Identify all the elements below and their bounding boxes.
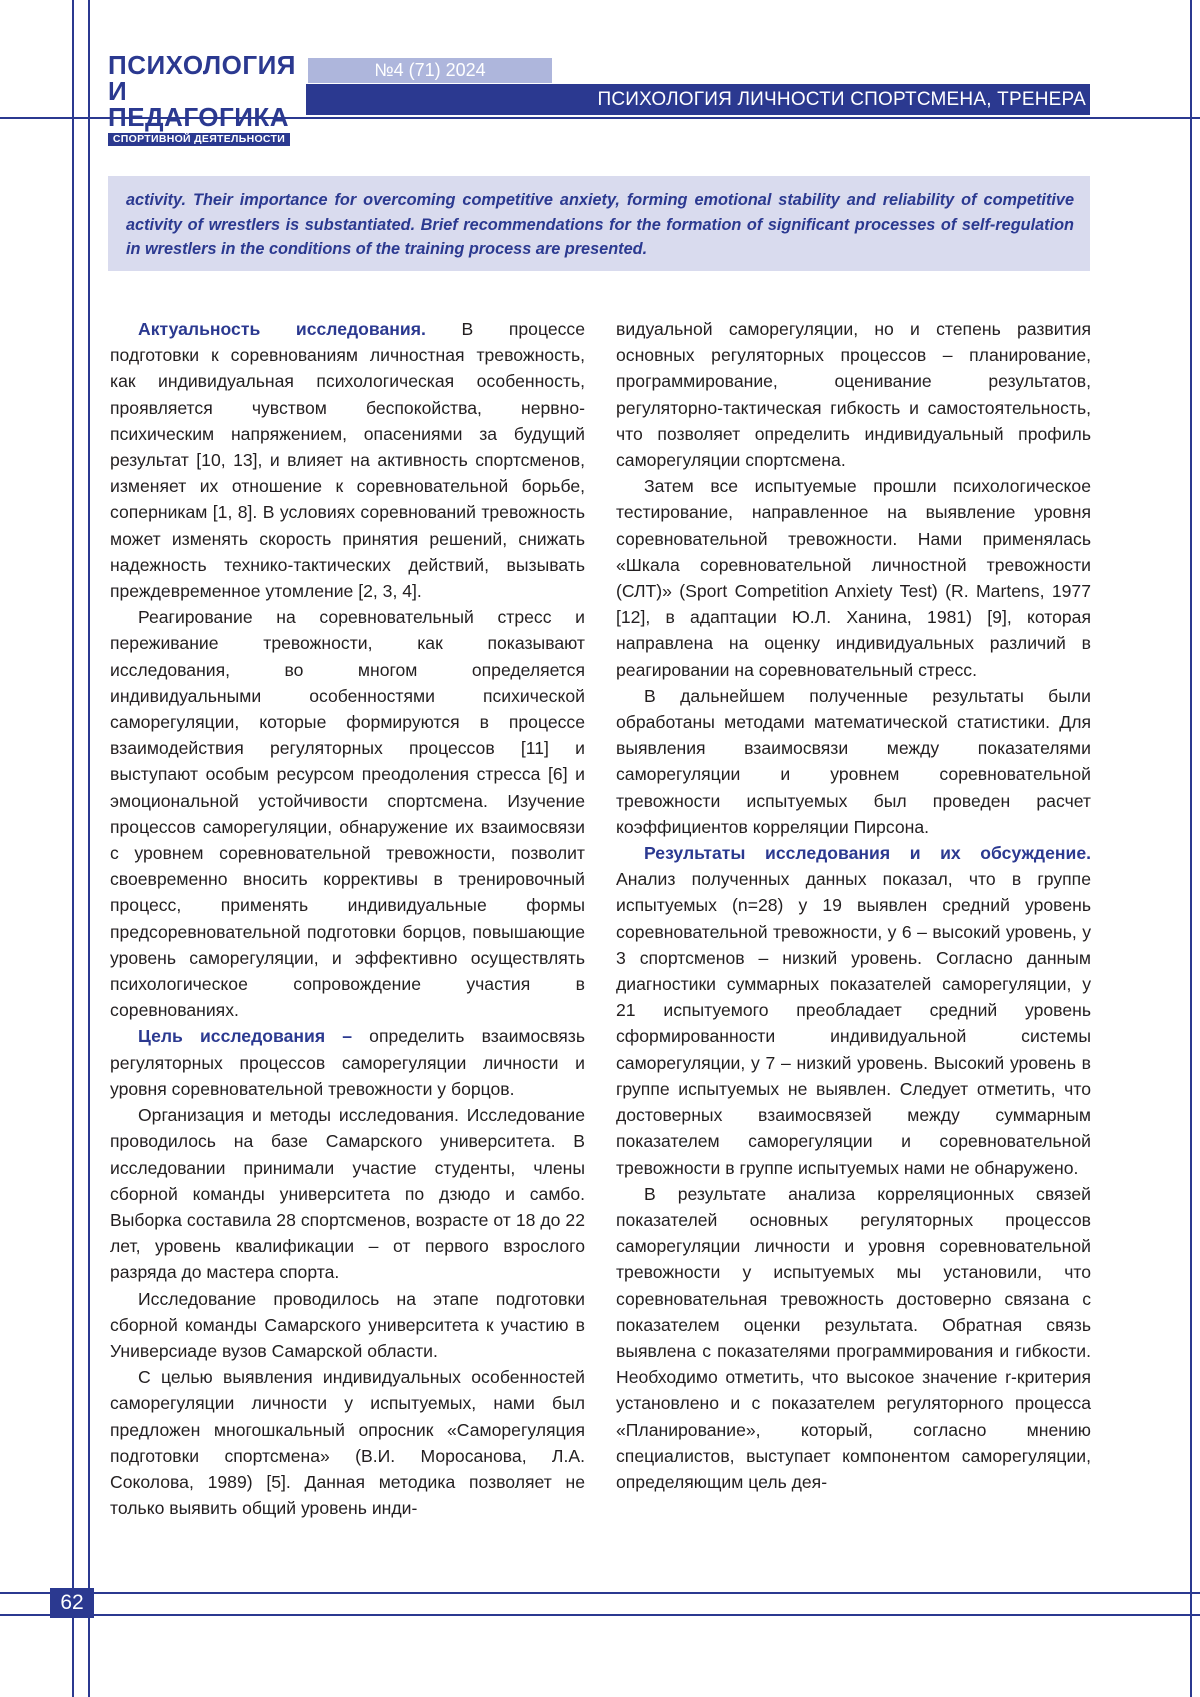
heading-results: Результаты исследования и их обсуждение. xyxy=(644,843,1091,864)
paragraph-questionnaire: С целью выявления индивидуальных особенностей саморегуляции личности у испытуемых, нами был предложен многошкальный опросник «Саморегуляция подготовки спортсмена» (В.И. Моросанова, Л.А. Соколова, 1989) [5]. Данная методика позволяет не только выявить общий уровень инди- xyxy=(110,1367,585,1519)
paragraph-statistics: В дальнейшем полученные результаты были обработаны методами математической статистики. Для выявления взаимосвязи между показателями саморегуляции и уровнем соревновательной тревожности испытуемых был проведен расчет коэффициентов корреляции Пирсона. xyxy=(616,685,1091,837)
relevance-text: В процессе подготовки к соревнованиям личностная тревожность, как индивидуальная психологическая особенность, проявляется чувством беспокойства, нервно-психическим напряжением, опасениями за будущий результат [10, 13], и влияет на активность спортсменов, изменяет их отношение к соревновательной борьбе, соперникам [1, 8]. В условиях соревнований тревожность может изменять скорость принятия решений, снижать надежность технико-тактических действий, вызывать преждевременное утомление [2, 3, 4]. xyxy=(110,319,585,602)
journal-title-line1: ПСИХОЛОГИЯ xyxy=(108,50,296,80)
journal-logo xyxy=(108,50,296,146)
paragraph-testing: Затем все испытуемые прошли психологическое тестирование, направленное на выявление уровня соревновательной тревожности. Нами применялась «Шкала соревновательной личностной тревожности (СЛТ)» (Sport Competition Anxiety Test) (R. Martens, 1977 [12], в адаптации Ю.Л. Ханина, 1981) [9], которая направлена на оценку индивидуальных различий в реагировании на соревновательный стресс. xyxy=(616,476,1091,680)
paragraph-correlation: В результате анализа корреляционных связей показателей основных регуляторных процессов саморегуляции личности и уровня соревновательной тревожности у испытуемых мы установили, что соревновательная тревожность достоверно связана с показателем оценки результата. Обратная связь выявлена с показателями программирования и гибкости. Необходимо отметить, что высокое значение r-критерия установлено и с показателем регуляторного процесса «Планирование», который, согласно мнению специалистов, выступает компонентом саморегуляции, определяющим цель дея- xyxy=(616,1183,1091,1492)
right-column xyxy=(616,316,1091,1495)
results-text: Анализ полученных данных показал, что в группе испытуемых (n=28) у 19 выявлен средний уровень соревновательной тревожности, у 6 – высокий уровень, у 3 спортсменов – низкий уровень. Согласно данным диагностики суммарных показателей саморегуляции, у 21 испытуемого преобладает средний уровень сформированности индивидуальной системы саморегуляции, у 7 – низкий уровень. Высокий уровень в группе испытуемых не выявлен. Следует отметить, что достоверных взаимосвязей между суммарным показателем саморегуляции и соревновательной тревожности в группе испытуемых нами не обнаружено. xyxy=(616,869,1091,1178)
issue-number: №4 (71) 2024 xyxy=(308,58,552,83)
paragraph-continuation: видуальной саморегуляции, но и степень развития основных регуляторных процессов – планирование, программирование, оценивание результатов, регуляторно-тактическая гибкость и самостоятельность, что позволяет определить индивидуальный профиль саморегуляции спортсмена. xyxy=(616,319,1091,471)
page-number: 62 xyxy=(50,1588,94,1618)
heading-relevance: Актуальность исследования. xyxy=(138,319,426,339)
journal-title-line2: И ПЕДАГОГИКА xyxy=(108,76,290,132)
goal-text: определить взаимосвязь регуляторных процессов саморегуляции личности и уровня соревновательной тревожности у борцов. xyxy=(110,1026,585,1099)
footer-rule-bottom xyxy=(0,1614,1200,1616)
frame-line-left-inner xyxy=(88,0,90,1697)
abstract-text: activity. Their importance for overcoming competitive anxiety, forming emotional stability and reliability of competitive activity of wrestlers is substantiated. Brief recommendations for the formation of significant processes of self-regulation in wrestlers in the conditions of the training process are presented. xyxy=(126,191,1074,258)
paragraph-goal xyxy=(110,1023,585,1102)
paragraph-stage: Исследование проводилось на этапе подготовки сборной команды Самарского университета к участию в Универсиаде вузов Самарской области. xyxy=(110,1288,585,1361)
left-column xyxy=(110,316,585,1521)
section-title: ПСИХОЛОГИЯ ЛИЧНОСТИ СПОРТСМЕНА, ТРЕНЕРА xyxy=(306,84,1090,115)
journal-title-line3: СПОРТИВНОЙ ДЕЯТЕЛЬНОСТИ xyxy=(108,133,290,146)
paragraph-stress-response: Реагирование на соревновательный стресс и переживание тревожности, как показывают исследования, во многом определяется индивидуальными особенностями психической саморегуляции, которые формируются в процессе взаимодействия регуляторных процессов [11] и выступают особым ресурсом преодоления стресса [6] и эмоциональной устойчивости спортсмена. Изучение процессов саморегуляции, обнаружение их взаимосвязи с уровнем соревновательной тревожности, позволит своевременно вносить коррективы в тренировочный процесс, применять индивидуальные формы предсоревновательной подготовки борцов, повышающие уровень саморегуляции, и эффективно осуществлять психологическое сопровождение участия в соревнованиях. xyxy=(110,607,585,1021)
paragraph-methods: Организация и методы исследования. Исследование проводилось на базе Самарского университета. В исследовании принимали участие студенты, члены сборной команды университета по дзюдо и самбо. Выборка составила 28 спортсменов, возрасте от 18 до 22 лет, уровень квалификации – от первого взрослого разряда до мастера спорта. xyxy=(110,1105,585,1283)
footer-rule-top xyxy=(0,1592,1200,1594)
abstract-box xyxy=(108,176,1090,271)
paragraph-results xyxy=(616,840,1091,1181)
frame-line-right xyxy=(1190,0,1192,1697)
heading-goal: Цель исследования – xyxy=(138,1026,353,1047)
paragraph-relevance xyxy=(110,316,585,604)
frame-line-left-outer xyxy=(72,0,74,1697)
